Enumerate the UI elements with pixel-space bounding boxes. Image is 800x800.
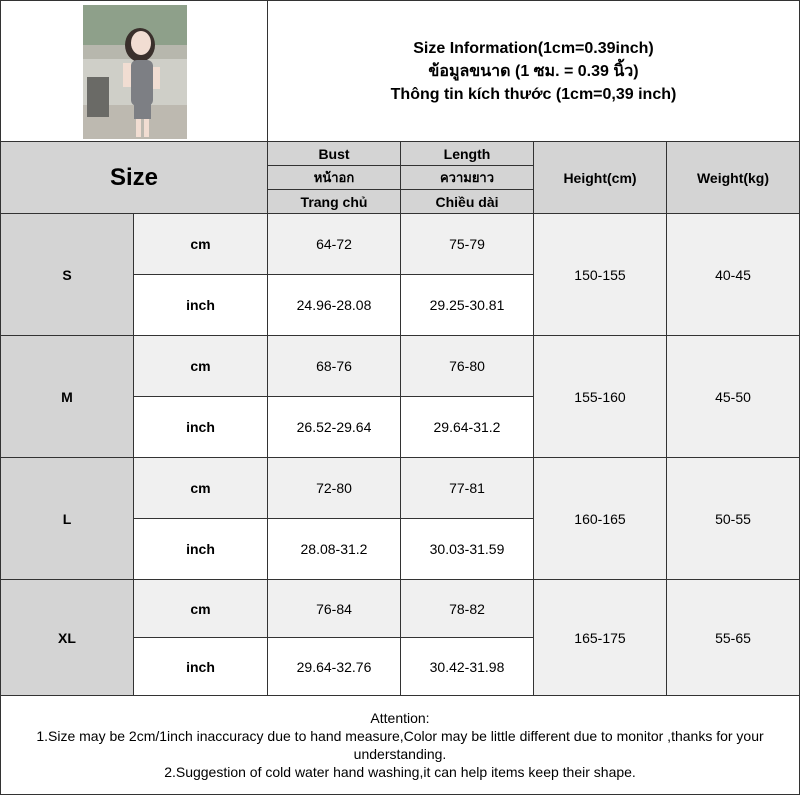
- xl-height: 165-175: [533, 579, 667, 696]
- title-th: ข้อมูลขนาด (1 ซม. = 0.39 นิ้ว): [428, 62, 639, 80]
- bust-header-en: Bust: [267, 141, 401, 166]
- product-photo-cell: [0, 0, 268, 142]
- unit-cm: cm: [133, 579, 268, 638]
- m-cm-bust: 68-76: [267, 335, 401, 397]
- title-en: Size Information(1cm=0.39inch): [413, 39, 654, 57]
- s-weight: 40-45: [666, 213, 800, 336]
- m-cm-length: 76-80: [400, 335, 534, 397]
- s-height: 150-155: [533, 213, 667, 336]
- s-inch-bust: 24.96-28.08: [267, 274, 401, 336]
- s-inch-length: 29.25-30.81: [400, 274, 534, 336]
- m-inch-length: 29.64-31.2: [400, 396, 534, 458]
- l-weight: 50-55: [666, 457, 800, 580]
- xl-cm-length: 78-82: [400, 579, 534, 638]
- size-label-xl: XL: [0, 579, 134, 696]
- unit-inch: inch: [133, 518, 268, 580]
- m-weight: 45-50: [666, 335, 800, 458]
- attention-line-2: 2.Suggestion of cold water hand washing,it can help items keep their shape.: [164, 764, 636, 780]
- l-cm-length: 77-81: [400, 457, 534, 519]
- xl-weight: 55-65: [666, 579, 800, 696]
- height-header: Height(cm): [533, 141, 667, 214]
- m-inch-bust: 26.52-29.64: [267, 396, 401, 458]
- size-label-s: S: [0, 213, 134, 336]
- unit-cm: cm: [133, 213, 268, 275]
- size-label-l: L: [0, 457, 134, 580]
- weight-header: Weight(kg): [666, 141, 800, 214]
- size-label-m: M: [0, 335, 134, 458]
- l-inch-bust: 28.08-31.2: [267, 518, 401, 580]
- l-height: 160-165: [533, 457, 667, 580]
- size-column-header: Size: [0, 141, 268, 214]
- product-photo: [83, 5, 187, 139]
- bust-header-vi: Trang chủ: [267, 189, 401, 214]
- xl-cm-bust: 76-84: [267, 579, 401, 638]
- bust-header-th: หน้าอก: [267, 165, 401, 190]
- l-cm-bust: 72-80: [267, 457, 401, 519]
- m-height: 155-160: [533, 335, 667, 458]
- title-vi: Thông tin kích thước (1cm=0,39 inch): [390, 85, 677, 103]
- unit-inch: inch: [133, 637, 268, 696]
- size-information-title: [267, 0, 800, 142]
- unit-cm: cm: [133, 457, 268, 519]
- length-header-en: Length: [400, 141, 534, 166]
- attention-line-1: 1.Size may be 2cm/1inch inaccuracy due to hand measure,Color may be little different due to monitor ,thanks for your understanding.: [36, 728, 764, 762]
- model-photo-icon: [83, 5, 187, 139]
- l-inch-length: 30.03-31.59: [400, 518, 534, 580]
- attention-heading: Attention:: [370, 710, 430, 726]
- attention-notes: [0, 695, 800, 795]
- length-header-vi: Chiều dài: [400, 189, 534, 214]
- unit-inch: inch: [133, 396, 268, 458]
- length-header-th: ความยาว: [400, 165, 534, 190]
- s-cm-length: 75-79: [400, 213, 534, 275]
- xl-inch-bust: 29.64-32.76: [267, 637, 401, 696]
- unit-cm: cm: [133, 335, 268, 397]
- unit-inch: inch: [133, 274, 268, 336]
- s-cm-bust: 64-72: [267, 213, 401, 275]
- xl-inch-length: 30.42-31.98: [400, 637, 534, 696]
